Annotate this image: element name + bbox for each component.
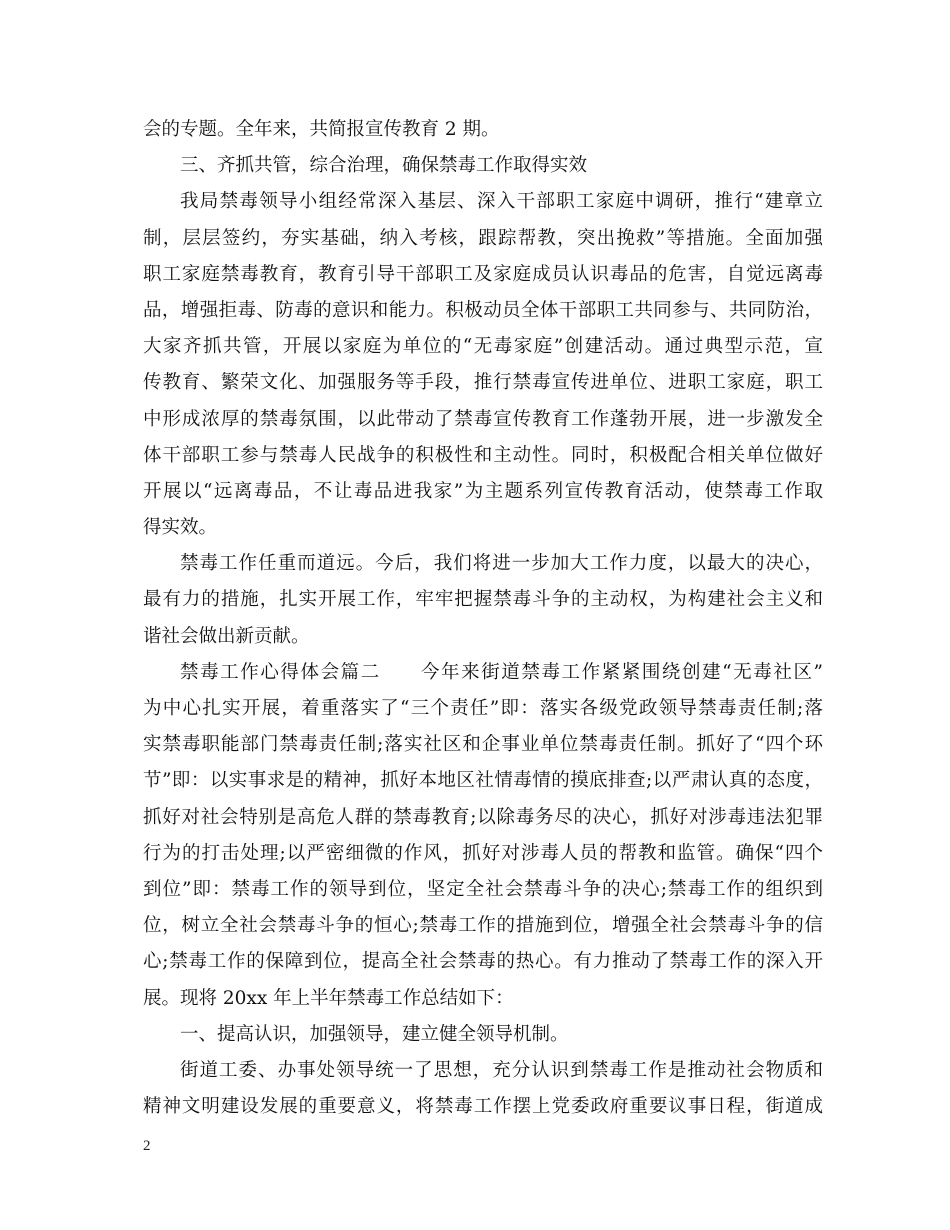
text-line: 体干部职工参与禁毒人民战争的积极性和主动性。同时，积极配合相关单位做好: [143, 444, 823, 466]
text-line: 禁毒工作任重而道远。今后，我们将进一步加大工作力度，以最大的决心，: [180, 553, 823, 575]
text-line: 行为的打击处理;以严密细微的作风，抓好对涉毒人员的帮教和监管。确保“四个: [143, 842, 823, 864]
text-line: 谐社会做出新贡献。: [143, 625, 310, 647]
text-line: 职工家庭禁毒教育，教育引导干部职工及家庭成员认识毒品的危害，自觉远离毒: [143, 263, 823, 285]
text-line: 节”即：以实事求是的精神，抓好本地区社情毒情的摸底排查;以严肃认真的态度，: [143, 770, 823, 792]
document-body: [143, 112, 823, 1125]
text-line: 得实效。: [143, 517, 218, 539]
text-line: 品，增强拒毒、防毒的意识和能力。积极动员全体干部职工共同参与、共同防治，: [143, 299, 823, 321]
text-line: 中形成浓厚的禁毒氛围，以此带动了禁毒宣传教育工作蓬勃开展，进一步激发全: [143, 408, 823, 430]
text-line: 为中心扎实开展，着重落实了“三个责任”即：落实各级党政领导禁毒责任制;落: [143, 698, 823, 719]
text-line: 抓好对社会特别是高危人群的禁毒教育;以除毒务尽的决心，抓好对涉毒违法犯罪: [143, 806, 823, 828]
text-line: 心;禁毒工作的保障到位，提高全社会禁毒的热心。有力推动了禁毒工作的深入开: [143, 951, 823, 973]
text-line: 我局禁毒领导小组经常深入基层、深入干部职工家庭中调研，推行“建章立: [180, 191, 823, 213]
text-line: 制，层层签约，夯实基础，纳入考核，跟踪帮教，突出挽救”等措施。全面加强: [143, 227, 823, 249]
text-line: 禁毒工作心得体会篇二 今年来街道禁毒工作紧紧围绕创建“无毒社区”: [180, 661, 823, 683]
text-line: 实禁毒职能部门禁毒责任制;落实社区和企事业单位禁毒责任制。抓好了“四个环: [143, 734, 823, 756]
text-line: 会的专题。全年来，共简报宣传教育 2 期。: [143, 119, 500, 140]
text-line: 开展以“远离毒品，不让毒品进我家”为主题系列宣传教育活动，使禁毒工作取: [143, 480, 823, 502]
text-line: 传教育、繁荣文化、加强服务等手段，推行禁毒宣传进单位、进职工家庭，职工: [143, 372, 823, 394]
text-line: 街道工委、办事处领导统一了思想，充分认识到禁毒工作是推动社会物质和: [180, 1059, 823, 1081]
text-line: 精神文明建设发展的重要意义，将禁毒工作摆上党委政府重要议事日程，街道成: [143, 1096, 823, 1118]
text-line: 位，树立全社会禁毒斗争的恒心;禁毒工作的措施到位，增强全社会禁毒斗争的信: [143, 915, 823, 937]
text-line: 三、齐抓共管，综合治理，确保禁毒工作取得实效: [180, 155, 588, 177]
text-line: 展。现将 20xx 年上半年禁毒工作总结如下：: [143, 987, 514, 1009]
text-line: 大家齐抓共管，开展以家庭为单位的“无毒家庭”创建活动。通过典型示范，宣: [143, 336, 823, 358]
text-line: 到位”即：禁毒工作的领导到位，坚定全社会禁毒斗争的决心;禁毒工作的组织到: [143, 878, 823, 900]
text-line: 最有力的措施，扎实开展工作，牢牢把握禁毒斗争的主动权，为构建社会主义和: [143, 589, 823, 611]
page-number: 2: [143, 1138, 151, 1154]
text-line: 一、提高认识，加强领导，建立健全领导机制。: [180, 1023, 569, 1045]
